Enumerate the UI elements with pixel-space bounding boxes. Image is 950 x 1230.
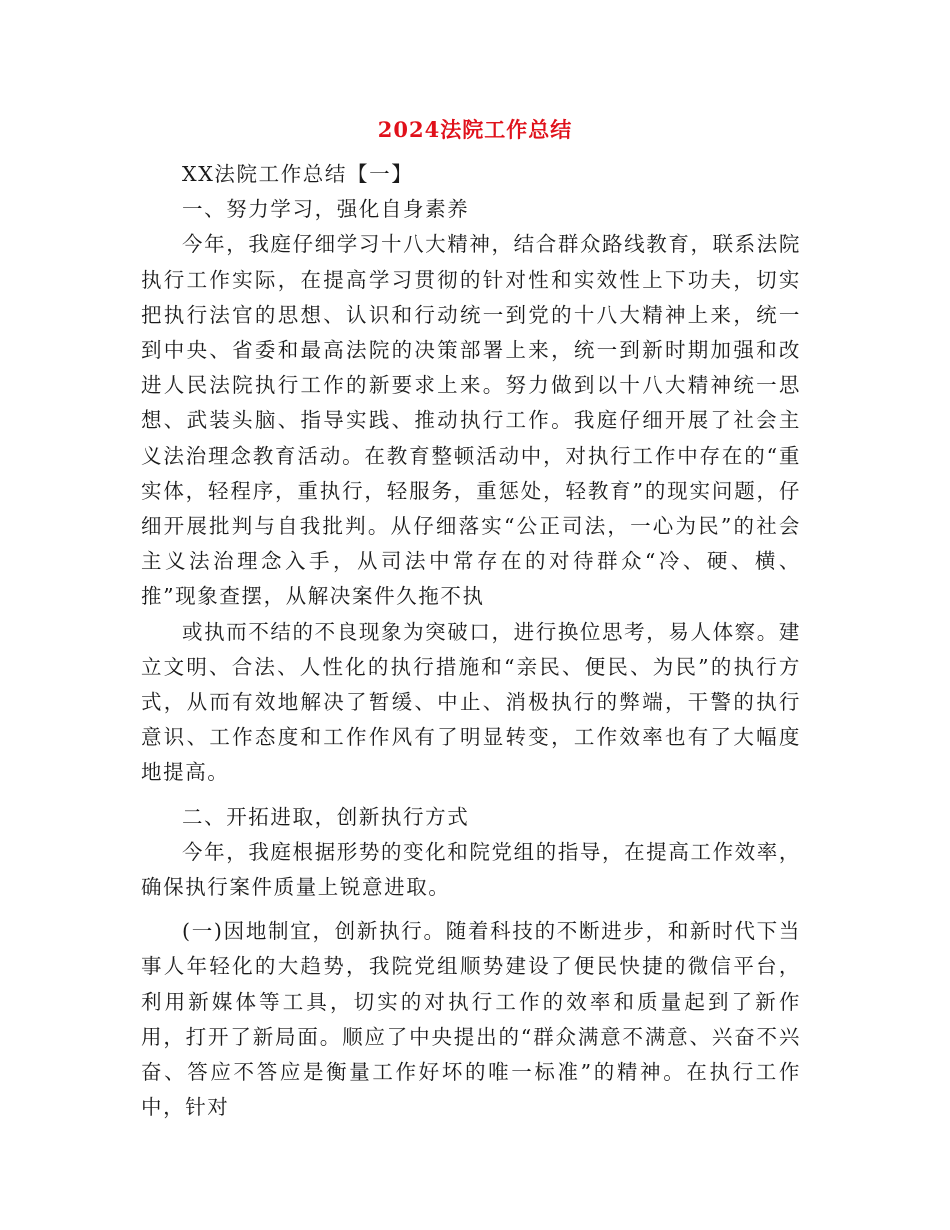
paragraph-1: 今年，我庭仔细学习十八大精神，结合群众路线教育，联系法院执行工作实际，在提高学习贯彻的针对性和实效性上下功夫，切实把执行法官的思想、认识和行动统一到党的十八大精神上来，统一到中央、省委和最高法院的决策部署上来，统一到新时期加强和改进人民法院执行工作的新要求上来。努力做到以十八大精神统一思想、武装头脑、指导实践、推动执行工作。我庭仔细开展了社会主义法治理念教育活动。在教育整顿活动中，对执行工作中存在的“重实体，轻程序，重执行，轻服务，重惩处，轻教育”的现实问题，仔细开展批判与自我批判。从仔细落实“公正司法，一心为民”的社会主义法治理念入手，从司法中常存在的对待群众“冷、硬、横、推”现象查摆，从解决案件久拖不执	[141, 232, 801, 609]
section-heading-1: 一、努力学习，强化自身素养	[182, 197, 470, 222]
paragraph-spacer	[141, 791, 801, 800]
section-heading-doc: XX法院工作总结【一】	[182, 162, 414, 186]
document-title: 2024法院工作总结	[377, 117, 573, 142]
paragraph-spacer	[141, 905, 801, 914]
paragraph-2: 或执而不结的不良现象为突破口，进行换位思考，易人体察。建立文明、合法、人性化的执行措施和“亲民、便民、为民”的执行方式，从而有效地解决了暂缓、中止、消极执行的弊端，干警的执行意识、工作态度和工作作风有了明显转变，工作效率也有了大幅度地提高。	[141, 619, 801, 785]
document-body	[141, 157, 801, 1125]
paragraph-3: 今年，我庭根据形势的变化和院党组的指导，在提高工作效率，确保执行案件质量上锐意进取。	[141, 839, 801, 900]
paragraph-4: (一)因地制宜，创新执行。随着科技的不断进步，和新时代下当事人年轻化的大趋势，我院党组顺势建设了便民快捷的微信平台，利用新媒体等工具，切实的对执行工作的效率和质量起到了新作用，打开了新局面。顺应了中央提出的“群众满意不满意、兴奋不兴奋、答应不答应是衡量工作好坏的唯一标准”的精神。在执行工作中，针对	[141, 919, 801, 1120]
section-heading-2: 二、开拓进取，创新执行方式	[182, 804, 470, 829]
